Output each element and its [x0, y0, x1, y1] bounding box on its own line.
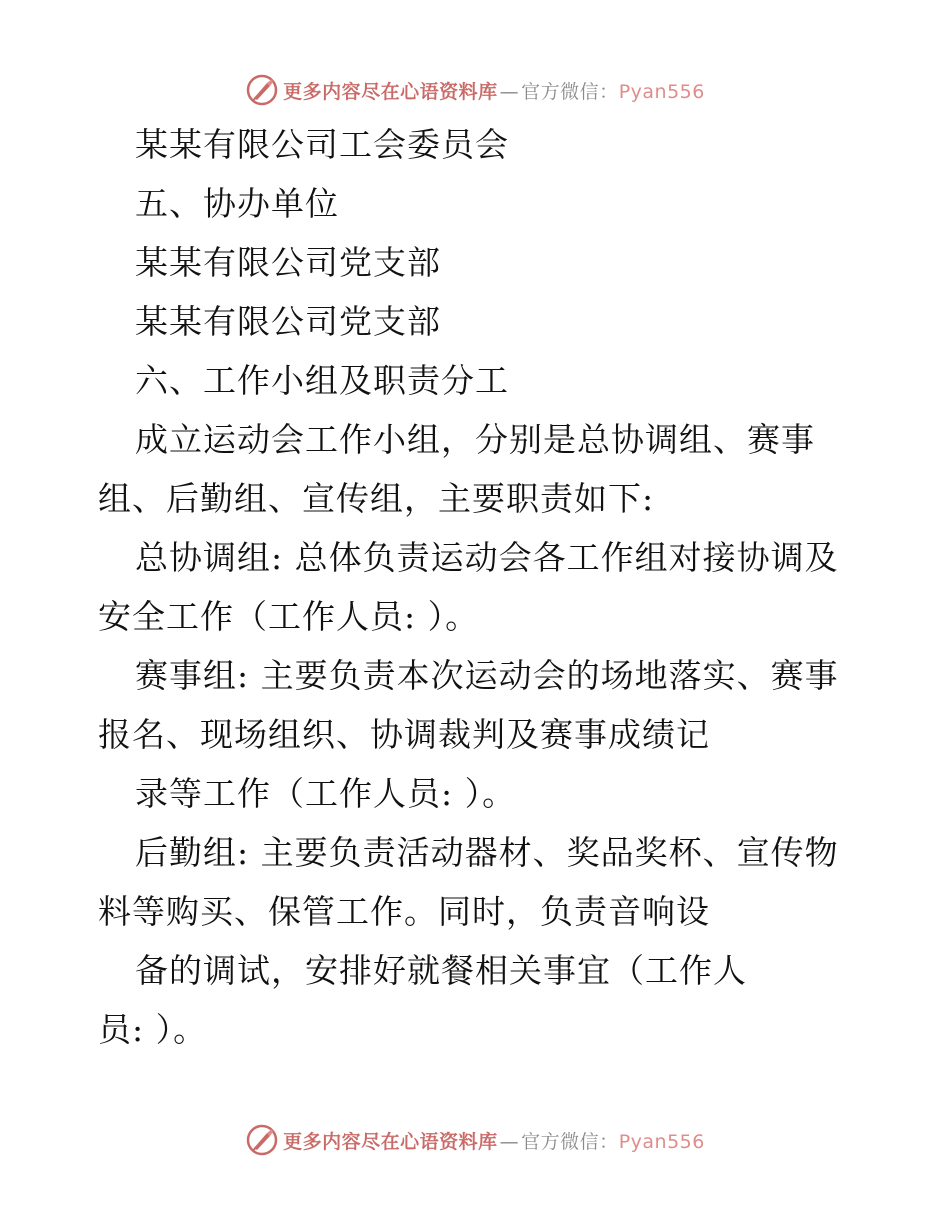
quill-pen-logo-icon — [245, 1123, 279, 1157]
document-line: 组、后勤组、宣传组，主要职责如下: — [98, 479, 655, 518]
watermark-main: 更多内容尽在心语资料库 — [283, 80, 498, 103]
watermark-main: 更多内容尽在心语资料库 — [283, 1130, 498, 1153]
document-line: 备的调试，安排好就餐相关事宜（工作人 — [135, 951, 747, 990]
document-line: 成立运动会工作小组，分别是总协调组、赛事 — [135, 420, 815, 459]
document-line: 总协调组: 总体负责运动会各工作组对接协调及 — [135, 538, 839, 577]
watermark-official: 官方微信： — [521, 1130, 619, 1153]
quill-pen-logo-icon — [245, 73, 279, 107]
document-line: 员: ）。 — [98, 1010, 208, 1049]
section-heading: 六、工作小组及职责分工 — [135, 361, 509, 400]
watermark-separator: — — [499, 80, 520, 103]
watermark-id: Pyan556 — [618, 1130, 705, 1153]
watermark-separator: — — [499, 1130, 520, 1153]
watermark-official: 官方微信： — [521, 80, 619, 103]
footer-watermark — [0, 1120, 950, 1160]
document-line: 报名、现场组织、协调裁判及赛事成绩记 — [98, 715, 710, 754]
document-line: 录等工作（工作人员: ）。 — [135, 774, 517, 813]
watermark-text — [283, 77, 705, 104]
document-line: 某某有限公司党支部 — [135, 302, 441, 341]
document-line: 安全工作（工作人员: ）。 — [98, 597, 480, 636]
section-heading: 五、协办单位 — [135, 184, 339, 223]
document-line: 某某有限公司党支部 — [135, 243, 441, 282]
document-line: 赛事组: 主要负责本次运动会的场地落实、赛事 — [135, 656, 839, 695]
header-watermark — [0, 70, 950, 110]
document-line: 某某有限公司工会委员会 — [135, 125, 509, 164]
document-line: 后勤组: 主要负责活动器材、奖品奖杯、宣传物 — [135, 833, 839, 872]
watermark-text — [283, 1127, 705, 1154]
watermark-id: Pyan556 — [618, 80, 705, 103]
document-line: 料等购买、保管工作。同时，负责音响设 — [98, 892, 710, 931]
